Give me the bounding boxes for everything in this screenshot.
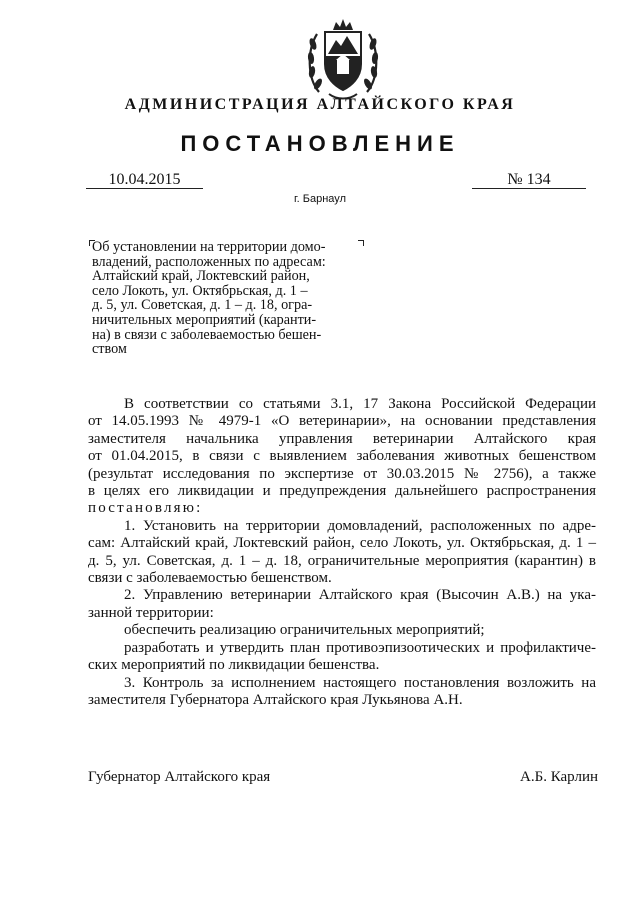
body-line: от 01.04.2015, в связи с выявлением заболевания животных бешенством [88, 448, 596, 465]
body-line: от 14.05.1993 № 4979-1 «О ветеринарии», на основании представления [88, 413, 596, 430]
body-line: занной территории: [88, 604, 214, 621]
date-underline [86, 188, 203, 189]
coat-of-arms-emblem [303, 14, 383, 104]
body-line: д. 5, ул. Советская, д. 1 – д. 18, ограничительные мероприятия (карантин) в [88, 552, 596, 569]
document-city: г. Барнаул [294, 193, 346, 205]
document-number: № 134 [507, 171, 551, 188]
signatory-position: Губернатор Алтайского края [88, 769, 271, 785]
body-line: ских мероприятий по ликвидации бешенства. [88, 657, 380, 674]
body-line: В соответствии со статьями 3.1, 17 Закона Российской Федерации [124, 396, 596, 412]
body-line: связи с заболеваемостью бешенством. [88, 570, 332, 587]
body-line: 2. Управлению ветеринарии Алтайского края (Высочин А.В.) на ука- [124, 587, 596, 604]
body-line: обеспечить реализацию ограничительных мероприятий; [124, 622, 485, 639]
subject-block [92, 240, 360, 357]
number-underline [472, 188, 586, 189]
signatory-name: А.Б. Карлин [520, 769, 599, 785]
document-date: 10.04.2015 [108, 171, 181, 188]
subject-line: владений, расположенных по адресам: [92, 253, 326, 270]
subject-line: д. 5, ул. Советская, д. 1 – д. 18, огра- [92, 297, 313, 314]
subject-line: Алтайский край, Локтевский район, [92, 268, 310, 285]
body-line: 1. Установить на территории домовладений, расположенных по адре- [124, 517, 596, 534]
body-line: 3. Контроль за исполнением настоящего постановления возложить на [124, 674, 596, 691]
subject-line: ством [92, 341, 127, 358]
document-type-title: ПОСТАНОВЛЕНИЕ [180, 131, 460, 156]
body-line: (результат исследования по экспертизе от 30.03.2015 № 2756), а также [88, 465, 596, 482]
body-line-decree: постановляю: [88, 500, 203, 517]
body-line: разработать и утвердить план противоэпизоотических и профилактиче- [124, 639, 596, 656]
body-line: сам: Алтайский край, Локтевский район, село Локоть, ул. Октябрьская, д. 1 – [88, 535, 596, 552]
subject-line: село Локоть, ул. Октябрьская, д. 1 – [92, 282, 308, 299]
body-line: заместителя начальника управления ветеринарии Алтайского края [88, 430, 596, 447]
organization-title: АДМИНИСТРАЦИЯ АЛТАЙСКОГО КРАЯ [124, 96, 516, 113]
subject-line: на) в связи с заболеваемостью бешен- [92, 326, 322, 343]
resolution-body [88, 396, 596, 709]
subject-line: ничительных мероприятий (каранти- [92, 311, 317, 328]
body-line: заместителя Губернатора Алтайского края Лукьянова А.Н. [88, 691, 463, 708]
subject-line: Об установлении на территории домо- [92, 239, 326, 255]
body-line: в целях его ликвидации и предупреждения дальнейшего распространения [88, 483, 596, 500]
